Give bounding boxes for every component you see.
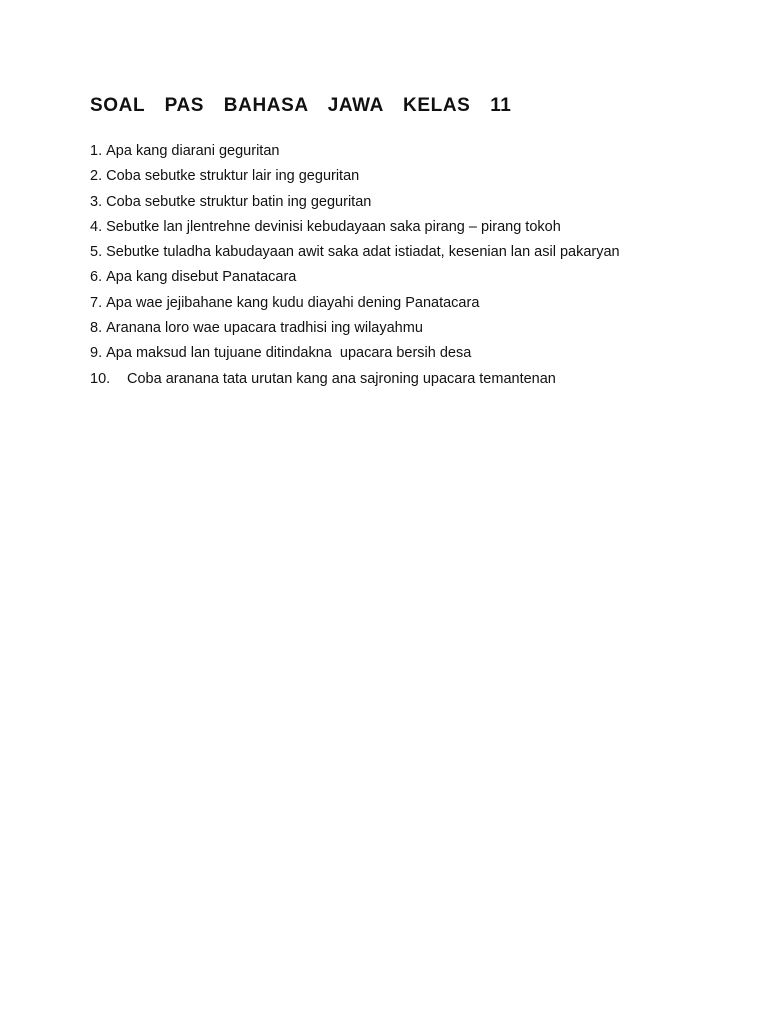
question-text: Apa kang diarani geguritan — [106, 143, 280, 159]
question-number: 5. — [90, 244, 103, 261]
question-text: Coba aranana tata urutan kang ana sajroning upacara temantenan — [127, 370, 556, 387]
question-item — [90, 141, 620, 166]
question-number: 4. — [90, 218, 103, 235]
question-text: Apa maksud lan tujuane ditindakna upacara bersih desa — [106, 345, 472, 362]
question-number: 1. — [90, 143, 103, 159]
question-item — [90, 369, 620, 394]
question-number: 3. — [90, 193, 103, 210]
question-item — [90, 267, 620, 292]
document-title: SOAL PAS BAHASA JAWA KELAS 11 — [90, 95, 512, 116]
question-number: 6. — [90, 269, 103, 286]
question-number: 8. — [90, 320, 103, 337]
question-item — [90, 318, 620, 343]
question-number: 9. — [90, 345, 103, 362]
question-number: 10. — [90, 370, 111, 387]
question-text: Sebutke lan jlentrehne devinisi kebudayaan saka pirang – pirang tokoh — [106, 218, 561, 235]
question-item — [90, 166, 620, 191]
question-item — [90, 192, 620, 217]
question-text: Apa kang disebut Panatacara — [106, 269, 297, 286]
question-item — [90, 293, 620, 318]
question-number: 2. — [90, 168, 103, 185]
question-text: Coba sebutke struktur batin ing geguritan — [106, 193, 372, 210]
question-text: Sebutke tuladha kabudayaan awit saka adat istiadat, kesenian lan asil pakaryan — [106, 244, 620, 261]
question-text: Apa wae jejibahane kang kudu diayahi dening Panatacara — [106, 294, 480, 311]
question-text: Aranana loro wae upacara tradhisi ing wilayahmu — [106, 320, 423, 337]
question-item — [90, 217, 620, 242]
question-item — [90, 343, 620, 368]
question-text: Coba sebutke struktur lair ing geguritan — [106, 168, 360, 185]
question-list — [90, 141, 620, 394]
question-number: 7. — [90, 294, 103, 311]
question-item — [90, 242, 620, 267]
